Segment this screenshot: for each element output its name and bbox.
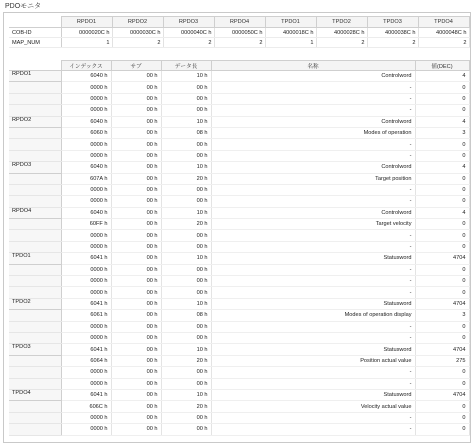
index-cell[interactable]: 0000 h [61, 424, 111, 435]
group-cell [9, 105, 61, 116]
data-length-cell[interactable]: 00 h [161, 196, 211, 207]
subindex-cell[interactable]: 00 h [111, 230, 161, 241]
row-label-map-num: MAP_NUM [9, 38, 61, 48]
object-name-cell[interactable]: - [211, 196, 415, 207]
subindex-cell[interactable]: 00 h [111, 196, 161, 207]
object-name-cell[interactable]: Target velocity [211, 219, 415, 230]
data-length-cell[interactable]: 08 h [161, 127, 211, 138]
data-length-cell[interactable]: 10 h [161, 162, 211, 173]
data-length-cell[interactable]: 00 h [161, 287, 211, 298]
subindex-cell[interactable]: 00 h [111, 389, 161, 400]
object-name-cell[interactable]: - [211, 230, 415, 241]
object-name-cell[interactable]: Position actual value [211, 355, 415, 366]
data-length-cell[interactable]: 00 h [161, 424, 211, 435]
object-name-cell[interactable]: - [211, 276, 415, 287]
index-cell[interactable]: 60FF h [61, 219, 111, 230]
window-title: PDOモニタ [5, 3, 42, 10]
subindex-cell[interactable]: 00 h [111, 264, 161, 275]
value-cell[interactable]: 0 [415, 230, 469, 241]
table-row [9, 367, 469, 378]
object-name-cell[interactable]: Controlword [211, 207, 415, 218]
subindex-cell[interactable]: 00 h [111, 287, 161, 298]
value-cell[interactable]: 4 [415, 116, 469, 127]
object-name-cell[interactable]: - [211, 93, 415, 104]
data-length-cell[interactable]: 10 h [161, 389, 211, 400]
subindex-cell[interactable]: 00 h [111, 253, 161, 264]
data-length-cell[interactable]: 00 h [161, 412, 211, 423]
index-cell[interactable]: 0000 h [61, 184, 111, 195]
subindex-cell[interactable]: 00 h [111, 162, 161, 173]
group-cell [9, 401, 61, 412]
subindex-cell[interactable]: 00 h [111, 310, 161, 321]
group-cell [9, 355, 61, 366]
data-length-cell[interactable]: 00 h [161, 241, 211, 252]
object-name-cell[interactable]: - [211, 241, 415, 252]
group-cell [9, 196, 61, 207]
group-cell [9, 127, 61, 138]
index-cell[interactable]: 0000 h [61, 264, 111, 275]
object-name-cell[interactable]: - [211, 82, 415, 93]
data-length-cell[interactable]: 00 h [161, 82, 211, 93]
value-cell[interactable]: 0 [415, 276, 469, 287]
data-length-cell[interactable]: 20 h [161, 219, 211, 230]
subindex-cell[interactable]: 00 h [111, 367, 161, 378]
column-header-index[interactable]: インデックス [61, 61, 111, 71]
data-length-cell[interactable]: 00 h [161, 139, 211, 150]
group-label-tpdo4: TPDO4 [9, 389, 61, 400]
object-name-cell[interactable]: - [211, 264, 415, 275]
map-num-cell[interactable]: 2 [418, 38, 469, 48]
data-length-cell[interactable]: 20 h [161, 173, 211, 184]
index-cell[interactable]: 0000 h [61, 230, 111, 241]
map-num-cell[interactable]: 2 [367, 38, 418, 48]
table-row [9, 93, 469, 104]
group-cell [9, 276, 61, 287]
summary-header-row [9, 17, 469, 28]
table-row [9, 264, 469, 275]
object-name-cell[interactable]: Statusword [211, 298, 415, 309]
detail-corner [9, 61, 61, 71]
detail-body [9, 71, 469, 436]
subindex-cell[interactable]: 00 h [111, 82, 161, 93]
subindex-cell[interactable]: 00 h [111, 321, 161, 332]
column-header-tpdo1[interactable]: TPDO1 [265, 17, 316, 28]
object-name-cell[interactable]: Controlword [211, 71, 415, 82]
index-cell[interactable]: 6040 h [61, 162, 111, 173]
object-name-cell[interactable]: Controlword [211, 162, 415, 173]
group-cell [9, 424, 61, 435]
subindex-cell[interactable]: 00 h [111, 219, 161, 230]
table-row [9, 401, 469, 412]
subindex-cell[interactable]: 00 h [111, 298, 161, 309]
object-name-cell[interactable]: - [211, 287, 415, 298]
cob-id-cell[interactable]: 0000050C h [214, 28, 265, 38]
summary-corner [9, 17, 61, 28]
value-cell[interactable]: 0 [415, 93, 469, 104]
map-num-cell[interactable]: 2 [112, 38, 163, 48]
data-length-cell[interactable]: 20 h [161, 355, 211, 366]
value-cell[interactable]: 0 [415, 82, 469, 93]
subindex-cell[interactable]: 00 h [111, 184, 161, 195]
value-cell[interactable]: 0 [415, 401, 469, 412]
subindex-cell[interactable]: 00 h [111, 412, 161, 423]
subindex-cell[interactable]: 00 h [111, 116, 161, 127]
data-length-cell[interactable]: 10 h [161, 116, 211, 127]
subindex-cell[interactable]: 00 h [111, 93, 161, 104]
data-length-cell[interactable]: 00 h [161, 321, 211, 332]
index-cell[interactable]: 0000 h [61, 332, 111, 343]
value-cell[interactable]: 4704 [415, 389, 469, 400]
cob-id-cell[interactable]: 0000030C h [112, 28, 163, 38]
index-cell[interactable]: 0000 h [61, 378, 111, 389]
column-header-sub[interactable]: サブ [111, 61, 161, 71]
table-row [9, 139, 469, 150]
index-cell[interactable]: 0000 h [61, 412, 111, 423]
value-cell[interactable]: 0 [415, 367, 469, 378]
data-length-cell[interactable]: 00 h [161, 332, 211, 343]
object-name-cell[interactable]: - [211, 321, 415, 332]
group-cell [9, 310, 61, 321]
index-cell[interactable]: 0000 h [61, 367, 111, 378]
pdo-mapping-table [9, 60, 470, 436]
subindex-cell[interactable]: 00 h [111, 150, 161, 161]
data-length-cell[interactable]: 00 h [161, 93, 211, 104]
index-cell[interactable]: 6041 h [61, 253, 111, 264]
object-name-cell[interactable]: Velocity actual value [211, 401, 415, 412]
object-name-cell[interactable]: - [211, 105, 415, 116]
object-name-cell[interactable]: Statusword [211, 253, 415, 264]
data-length-cell[interactable]: 00 h [161, 378, 211, 389]
table-row [9, 184, 469, 195]
object-name-cell[interactable]: - [211, 139, 415, 150]
value-cell[interactable]: 4704 [415, 253, 469, 264]
map-num-cell[interactable]: 2 [163, 38, 214, 48]
value-cell[interactable]: 0 [415, 105, 469, 116]
value-cell[interactable]: 0 [415, 173, 469, 184]
group-cell [9, 184, 61, 195]
table-row [9, 150, 469, 161]
data-length-cell[interactable]: 00 h [161, 367, 211, 378]
value-cell[interactable]: 0 [415, 150, 469, 161]
data-length-cell[interactable]: 00 h [161, 276, 211, 287]
value-cell[interactable]: 4 [415, 71, 469, 82]
value-cell[interactable]: 3 [415, 310, 469, 321]
index-cell[interactable]: 0000 h [61, 287, 111, 298]
group-cell [9, 219, 61, 230]
group-cell [9, 332, 61, 343]
index-cell[interactable]: 607A h [61, 173, 111, 184]
table-row [9, 71, 469, 82]
value-cell[interactable]: 0 [415, 196, 469, 207]
summary-row-cob-id [9, 28, 469, 38]
summary-row-map-num [9, 38, 469, 48]
group-cell [9, 139, 61, 150]
subindex-cell[interactable]: 00 h [111, 424, 161, 435]
index-cell[interactable]: 0000 h [61, 139, 111, 150]
subindex-cell[interactable]: 00 h [111, 332, 161, 343]
group-cell [9, 230, 61, 241]
subindex-cell[interactable]: 00 h [111, 207, 161, 218]
table-row [9, 105, 469, 116]
cob-id-cell[interactable]: 4000038C h [367, 28, 418, 38]
group-cell [9, 321, 61, 332]
object-name-cell[interactable]: Modes of operation display [211, 310, 415, 321]
table-row [9, 424, 469, 435]
index-cell[interactable]: 0000 h [61, 241, 111, 252]
map-num-cell[interactable]: 2 [316, 38, 367, 48]
data-length-cell[interactable]: 10 h [161, 207, 211, 218]
object-name-cell[interactable]: Target position [211, 173, 415, 184]
index-cell[interactable]: 6041 h [61, 298, 111, 309]
group-label-rpdo1: RPDO1 [9, 71, 61, 82]
value-cell[interactable]: 0 [415, 184, 469, 195]
value-cell[interactable]: 3 [415, 127, 469, 138]
column-header-data-length[interactable]: データ長 [161, 61, 211, 71]
data-length-cell[interactable]: 10 h [161, 344, 211, 355]
value-cell[interactable]: 0 [415, 424, 469, 435]
cob-id-cell[interactable]: 0000040C h [163, 28, 214, 38]
table-row [9, 207, 469, 218]
group-cell [9, 82, 61, 93]
group-label-tpdo3: TPDO3 [9, 344, 61, 355]
index-cell[interactable]: 6041 h [61, 389, 111, 400]
table-row [9, 321, 469, 332]
table-row [9, 287, 469, 298]
group-label-tpdo2: TPDO2 [9, 298, 61, 309]
subindex-cell[interactable]: 00 h [111, 401, 161, 412]
table-row [9, 219, 469, 230]
data-length-cell[interactable]: 00 h [161, 150, 211, 161]
table-row [9, 344, 469, 355]
value-cell[interactable]: 4704 [415, 344, 469, 355]
value-cell[interactable]: 4 [415, 207, 469, 218]
table-row [9, 253, 469, 264]
column-header-name[interactable]: 名称 [211, 61, 415, 71]
data-length-cell[interactable]: 00 h [161, 230, 211, 241]
row-label-cob-id: COB-ID [9, 28, 61, 38]
object-name-cell[interactable]: - [211, 367, 415, 378]
data-length-cell[interactable]: 10 h [161, 253, 211, 264]
column-header-rpdo2[interactable]: RPDO2 [112, 17, 163, 28]
subindex-cell[interactable]: 00 h [111, 127, 161, 138]
index-cell[interactable]: 0000 h [61, 93, 111, 104]
subindex-cell[interactable]: 00 h [111, 71, 161, 82]
detail-header-row [9, 61, 469, 71]
column-header-tpdo2[interactable]: TPDO2 [316, 17, 367, 28]
value-cell[interactable]: 0 [415, 264, 469, 275]
index-cell[interactable]: 0000 h [61, 321, 111, 332]
subindex-cell[interactable]: 00 h [111, 105, 161, 116]
subindex-cell[interactable]: 00 h [111, 344, 161, 355]
table-row [9, 389, 469, 400]
table-row [9, 378, 469, 389]
group-label-rpdo2: RPDO2 [9, 116, 61, 127]
index-cell[interactable]: 6040 h [61, 207, 111, 218]
object-name-cell[interactable]: - [211, 150, 415, 161]
data-length-cell[interactable]: 00 h [161, 264, 211, 275]
subindex-cell[interactable]: 00 h [111, 355, 161, 366]
table-row [9, 310, 469, 321]
map-num-cell[interactable]: 2 [214, 38, 265, 48]
table-row [9, 82, 469, 93]
group-cell [9, 378, 61, 389]
table-row [9, 230, 469, 241]
group-cell [9, 150, 61, 161]
subindex-cell[interactable]: 00 h [111, 276, 161, 287]
data-length-cell[interactable]: 00 h [161, 105, 211, 116]
data-length-cell[interactable]: 10 h [161, 298, 211, 309]
value-cell[interactable]: 0 [415, 378, 469, 389]
group-label-rpdo3: RPDO3 [9, 162, 61, 173]
object-name-cell[interactable]: Controlword [211, 116, 415, 127]
object-name-cell[interactable]: - [211, 332, 415, 343]
object-name-cell[interactable]: Statusword [211, 389, 415, 400]
group-cell [9, 93, 61, 104]
table-row [9, 173, 469, 184]
object-name-cell[interactable]: Modes of operation [211, 127, 415, 138]
table-row [9, 412, 469, 423]
subindex-cell[interactable]: 00 h [111, 241, 161, 252]
index-cell[interactable]: 6061 h [61, 310, 111, 321]
value-cell[interactable]: 0 [415, 139, 469, 150]
value-cell[interactable]: 4704 [415, 298, 469, 309]
data-length-cell[interactable]: 10 h [161, 71, 211, 82]
index-cell[interactable]: 6040 h [61, 116, 111, 127]
cob-id-cell[interactable]: 4000018C h [265, 28, 316, 38]
cob-id-cell[interactable]: 0000020C h [61, 28, 112, 38]
object-name-cell[interactable]: Statusword [211, 344, 415, 355]
column-header-rpdo3[interactable]: RPDO3 [163, 17, 214, 28]
value-cell[interactable]: 4 [415, 162, 469, 173]
index-cell[interactable]: 0000 h [61, 105, 111, 116]
index-cell[interactable]: 6064 h [61, 355, 111, 366]
column-header-rpdo4[interactable]: RPDO4 [214, 17, 265, 28]
column-header-tpdo4[interactable]: TPDO4 [418, 17, 469, 28]
column-header-rpdo1[interactable]: RPDO1 [61, 17, 112, 28]
data-length-cell[interactable]: 20 h [161, 401, 211, 412]
table-row [9, 127, 469, 138]
object-name-cell[interactable]: - [211, 184, 415, 195]
table-row [9, 196, 469, 207]
index-cell[interactable]: 0000 h [61, 196, 111, 207]
table-row [9, 332, 469, 343]
index-cell[interactable]: 6041 h [61, 344, 111, 355]
table-row [9, 276, 469, 287]
group-cell [9, 264, 61, 275]
value-cell[interactable]: 0 [415, 241, 469, 252]
index-cell[interactable]: 6060 h [61, 127, 111, 138]
subindex-cell[interactable]: 00 h [111, 173, 161, 184]
group-cell [9, 173, 61, 184]
object-name-cell[interactable]: - [211, 378, 415, 389]
value-cell[interactable]: 0 [415, 321, 469, 332]
group-label-tpdo1: TPDO1 [9, 253, 61, 264]
group-cell [9, 287, 61, 298]
pdo-summary-table [9, 16, 470, 48]
map-num-cell[interactable]: 1 [265, 38, 316, 48]
cob-id-cell[interactable]: 4000028C h [316, 28, 367, 38]
value-cell[interactable]: 0 [415, 332, 469, 343]
subindex-cell[interactable]: 00 h [111, 139, 161, 150]
value-cell[interactable]: 275 [415, 355, 469, 366]
group-cell [9, 412, 61, 423]
subindex-cell[interactable]: 00 h [111, 378, 161, 389]
table-row [9, 355, 469, 366]
table-row [9, 298, 469, 309]
column-header-value[interactable]: 値(DEC) [415, 61, 469, 71]
object-name-cell[interactable]: - [211, 424, 415, 435]
cob-id-cell[interactable]: 4000048C h [418, 28, 469, 38]
table-row [9, 116, 469, 127]
index-cell[interactable]: 606C h [61, 401, 111, 412]
group-label-rpdo4: RPDO4 [9, 207, 61, 218]
table-row [9, 241, 469, 252]
data-length-cell[interactable]: 08 h [161, 310, 211, 321]
value-cell[interactable]: 0 [415, 287, 469, 298]
map-num-cell[interactable]: 1 [61, 38, 112, 48]
index-cell[interactable]: 0000 h [61, 82, 111, 93]
group-cell [9, 241, 61, 252]
table-row [9, 162, 469, 173]
group-cell [9, 367, 61, 378]
object-name-cell[interactable]: - [211, 412, 415, 423]
value-cell[interactable]: 0 [415, 219, 469, 230]
index-cell[interactable]: 6040 h [61, 71, 111, 82]
data-length-cell[interactable]: 00 h [161, 184, 211, 195]
column-header-tpdo3[interactable]: TPDO3 [367, 17, 418, 28]
index-cell[interactable]: 0000 h [61, 276, 111, 287]
value-cell[interactable]: 0 [415, 412, 469, 423]
index-cell[interactable]: 0000 h [61, 150, 111, 161]
